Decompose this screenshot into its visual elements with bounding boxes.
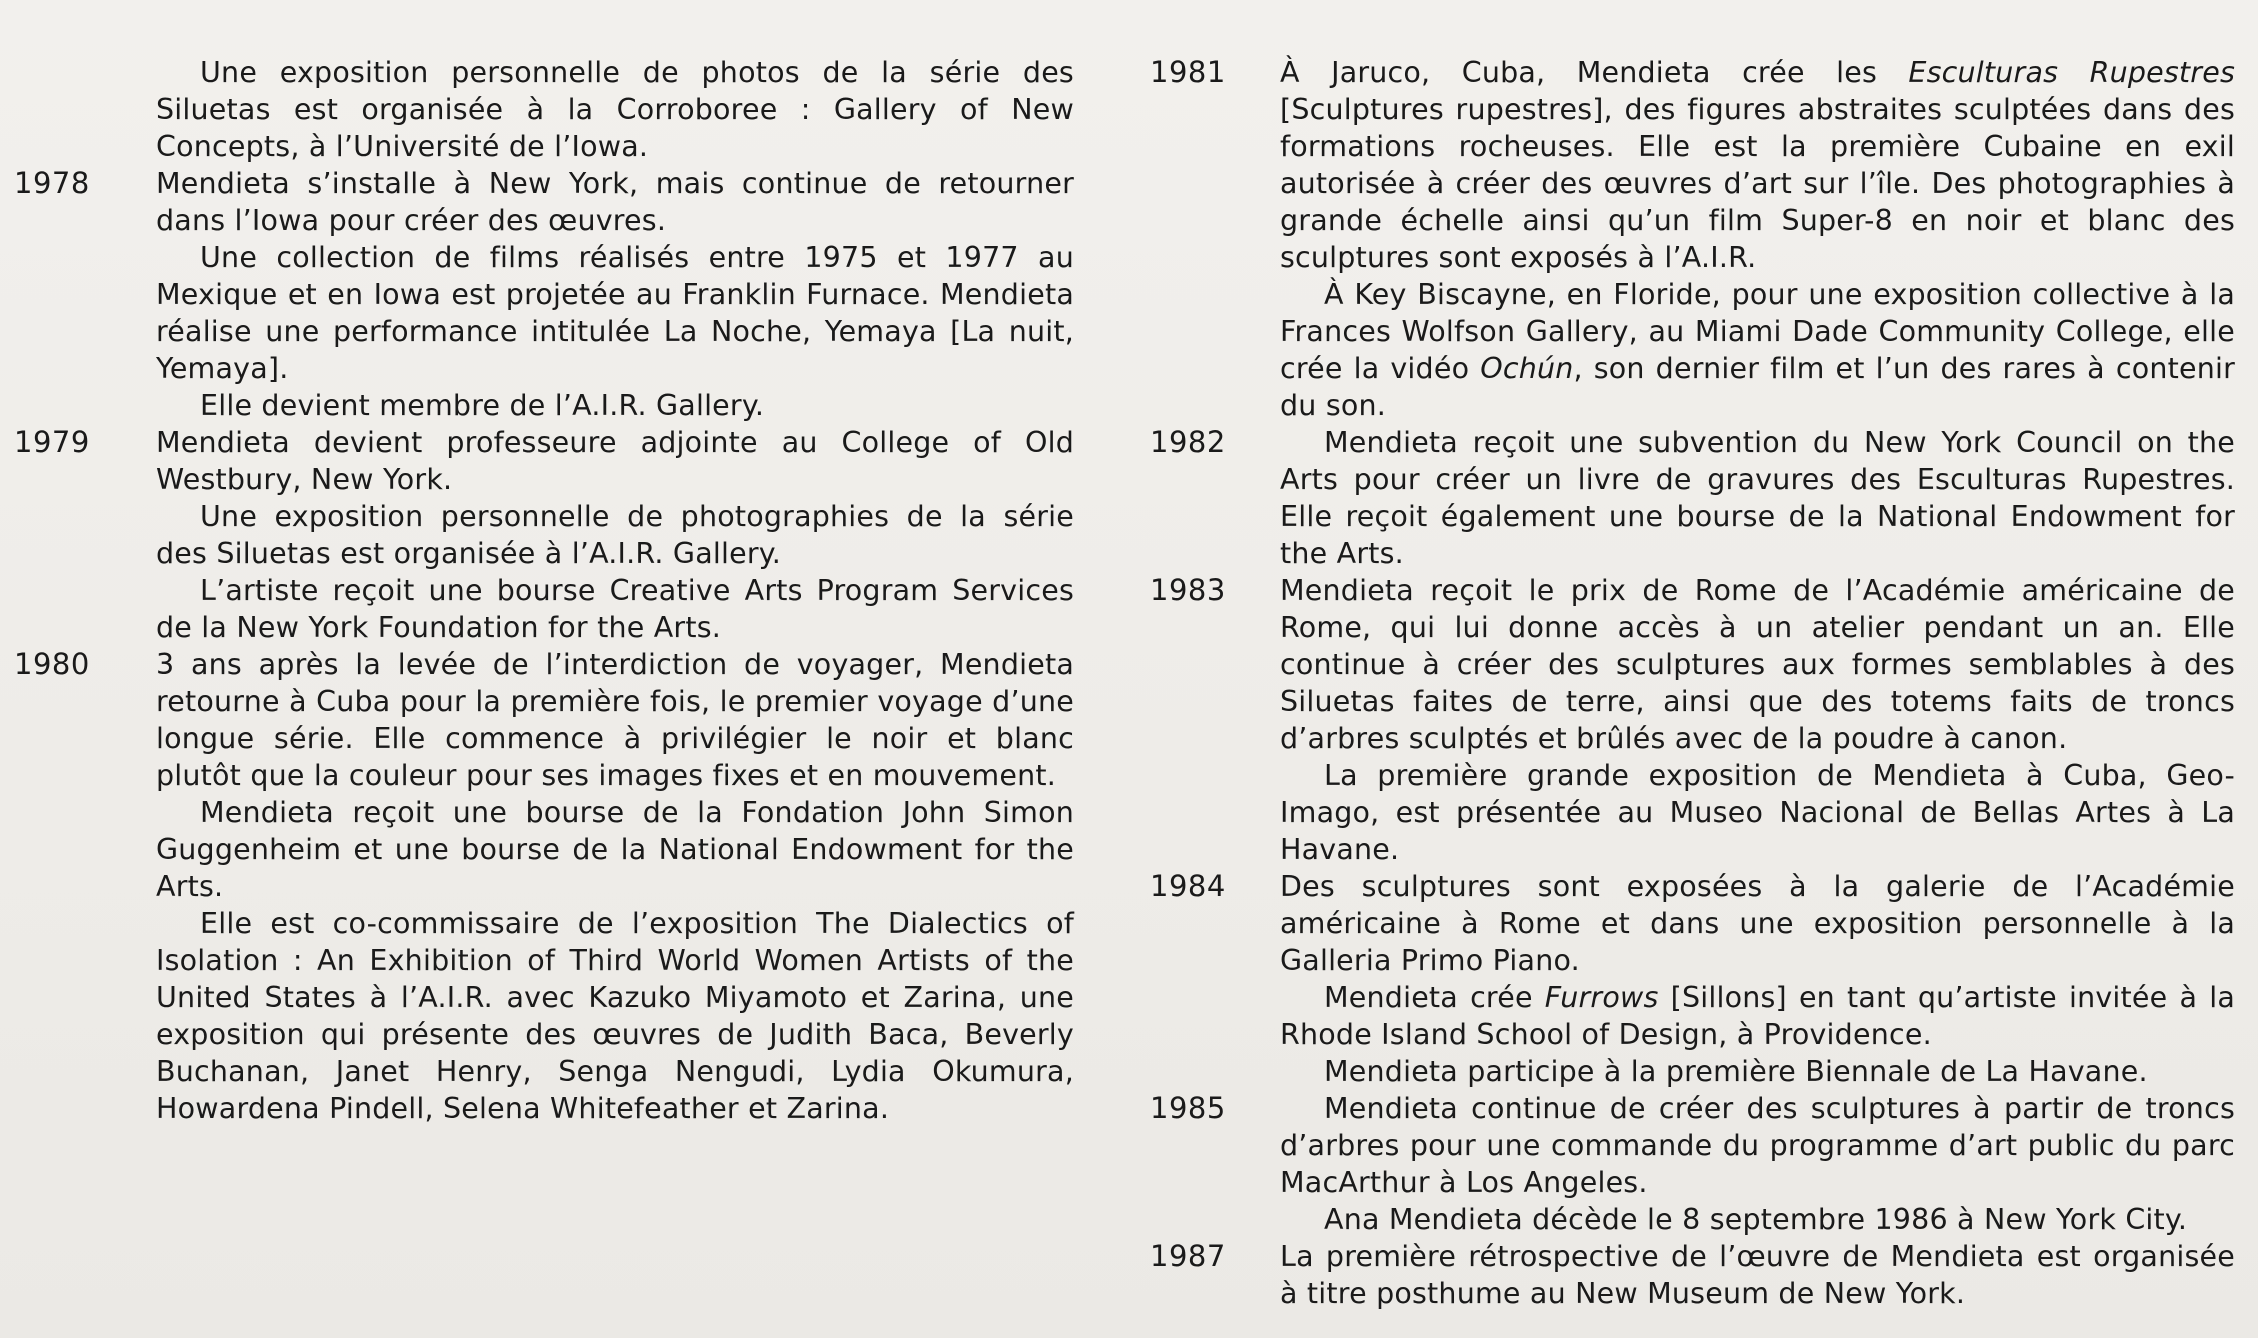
paragraph: Elle devient membre de l’A.I.R. Gallery. xyxy=(200,389,765,422)
paragraph: Une collection de films réalisés entre 1975 et 1977 au Mexique et en Iowa est projetée au Franklin Furnace. Mendieta réalise une performance intitulée La Noche, Yemaya [La nuit, Yemaya]. xyxy=(156,241,1074,385)
paragraph: Mendieta continue de créer des sculptures à partir de troncs d’arbres pour une commande du programme d’art public du parc MacArthur à Los Angeles. xyxy=(1280,1092,2235,1199)
year-label: 1987 xyxy=(1150,1239,1226,1273)
year-label: 1979 xyxy=(14,425,90,459)
paragraph: Mendieta reçoit le prix de Rome de l’Académie américaine de Rome, qui lui donne accès à un atelier pendant un an. Elle continue à créer des sculptures aux formes semblables à des Siluetas faites de terre, ainsi que des totems faits de troncs d’arbres sculptés et brûlés avec de la poudre à canon. xyxy=(1280,574,2235,755)
year-label: 1983 xyxy=(1150,573,1226,607)
timeline-entry-1980 xyxy=(14,646,1074,1127)
paragraph: Mendieta participe à la première Biennale de La Havane. xyxy=(1324,1055,2148,1088)
paragraph: 3 ans après la levée de l’interdiction de voyager, Mendieta retourne à Cuba pour la première fois, le premier voyage d’une longue série. Elle commence à privilégier le noir et blanc plutôt que la couleur pour ses images fixes et en mouvement. xyxy=(156,648,1074,792)
artwork-title: Furrows xyxy=(1544,981,1659,1014)
timeline-column-right xyxy=(1150,54,2235,1312)
artwork-title: Ochún xyxy=(1480,352,1574,385)
entry-body xyxy=(14,54,1074,165)
paragraph: Mendieta s’installe à New York, mais continue de retourner dans l’Iowa pour créer des œuvres. xyxy=(156,167,1074,237)
timeline-entry-1985 xyxy=(1150,1090,2235,1238)
entry-body xyxy=(156,646,1074,1127)
year-label: 1980 xyxy=(14,647,90,681)
entry-body xyxy=(1280,54,2235,424)
paragraph: Des sculptures sont exposées à la galerie de l’Académie américaine à Rome et dans une exposition personnelle à la Galleria Primo Piano. xyxy=(1280,870,2235,977)
paragraph xyxy=(1280,979,2235,1053)
entry-body xyxy=(1280,424,2235,572)
paragraph: La première rétrospective de l’œuvre de Mendieta est organisée à titre posthume au New Museum de New York. xyxy=(1280,1240,2235,1310)
text-run: À Key Biscayne, en Floride, pour une exposition collective à la Frances Wolfson Gallery, au Miami Dade Community College, elle crée la vidéo xyxy=(1280,278,2235,385)
text-run: , son dernier film et l’un des rares à contenir du son. xyxy=(1280,352,2235,422)
entry-body xyxy=(1280,572,2235,868)
paragraph: Mendieta reçoit une bourse de la Fondation John Simon Guggenheim et une bourse de la National Endowment for the Arts. xyxy=(156,796,1074,903)
timeline-entry-1983 xyxy=(1150,572,2235,868)
year-label: 1981 xyxy=(1150,55,1226,89)
year-label: 1985 xyxy=(1150,1091,1226,1125)
paragraph xyxy=(1280,276,2235,424)
text-run: [Sculptures rupestres], des figures abstraites sculptées dans des formations rocheuses. Elle est la première Cubaine en exil autorisée à créer des œuvres d’art sur l’île. Des photographies à grande échelle ainsi qu’un film Super-8 en noir et blanc des sculptures sont exposés à l’A.I.R. xyxy=(1280,93,2235,274)
text-run: Mendieta crée xyxy=(1324,981,1545,1014)
timeline-entry-1979 xyxy=(14,424,1074,646)
paragraph: Une exposition personnelle de photographies de la série des Siluetas est organisée à l’A.I.R. Gallery. xyxy=(156,500,1074,570)
paragraph: Mendieta devient professeure adjointe au College of Old Westbury, New York. xyxy=(156,426,1074,496)
entry-body xyxy=(1280,1238,2235,1312)
timeline-entry-1978 xyxy=(14,165,1074,424)
timeline-entry-1981 xyxy=(1150,54,2235,424)
year-label: 1978 xyxy=(14,166,90,200)
timeline-entry-1982 xyxy=(1150,424,2235,572)
paragraph: Ana Mendieta décède le 8 septembre 1986 à New York City. xyxy=(1324,1203,2188,1236)
text-run: À Jaruco, Cuba, Mendieta crée les xyxy=(1280,56,1909,89)
timeline-entry-1977-continued xyxy=(14,54,1074,165)
entry-body xyxy=(156,165,1074,424)
timeline-column-left xyxy=(14,54,1074,1127)
year-label: 1982 xyxy=(1150,425,1226,459)
text-run: [Sillons] en tant qu’artiste invitée à la Rhode Island School of Design, à Providence. xyxy=(1280,981,2235,1051)
paragraph: La première grande exposition de Mendieta à Cuba, Geo-Imago, est présentée au Museo Nacional de Bellas Artes à La Havane. xyxy=(1280,759,2235,866)
intro-paragraph: Une exposition personnelle de photos de la série des Siluetas est organisée à la Corroboree : Gallery of New Concepts, à l’Université de l’Iowa. xyxy=(156,56,1074,163)
paragraph: Mendieta reçoit une subvention du New York Council on the Arts pour créer un livre de gravures des Esculturas Rupestres. Elle reçoit également une bourse de la National Endowment for the Arts. xyxy=(1280,426,2235,570)
timeline-entry-1984 xyxy=(1150,868,2235,1090)
entry-body xyxy=(156,424,1074,646)
entry-body xyxy=(1280,1090,2235,1238)
paragraph xyxy=(1280,54,2235,276)
year-label: 1984 xyxy=(1150,869,1226,903)
paragraph: Elle est co-commissaire de l’exposition The Dialectics of Isolation : An Exhibition of Third World Women Artists of the United States à l’A.I.R. avec Kazuko Miyamoto et Zarina, une exposition qui présente des œuvres de Judith Baca, Beverly Buchanan, Janet Henry, Senga Nengudi, Lydia Okumura, Howardena Pindell, Selena Whitefeather et Zarina. xyxy=(156,907,1074,1125)
artwork-title: Esculturas Rupestres xyxy=(1908,56,2235,89)
paragraph: L’artiste reçoit une bourse Creative Arts Program Services de la New York Foundation for the Arts. xyxy=(156,574,1074,644)
entry-body xyxy=(1280,868,2235,1090)
timeline-entry-1987 xyxy=(1150,1238,2235,1312)
